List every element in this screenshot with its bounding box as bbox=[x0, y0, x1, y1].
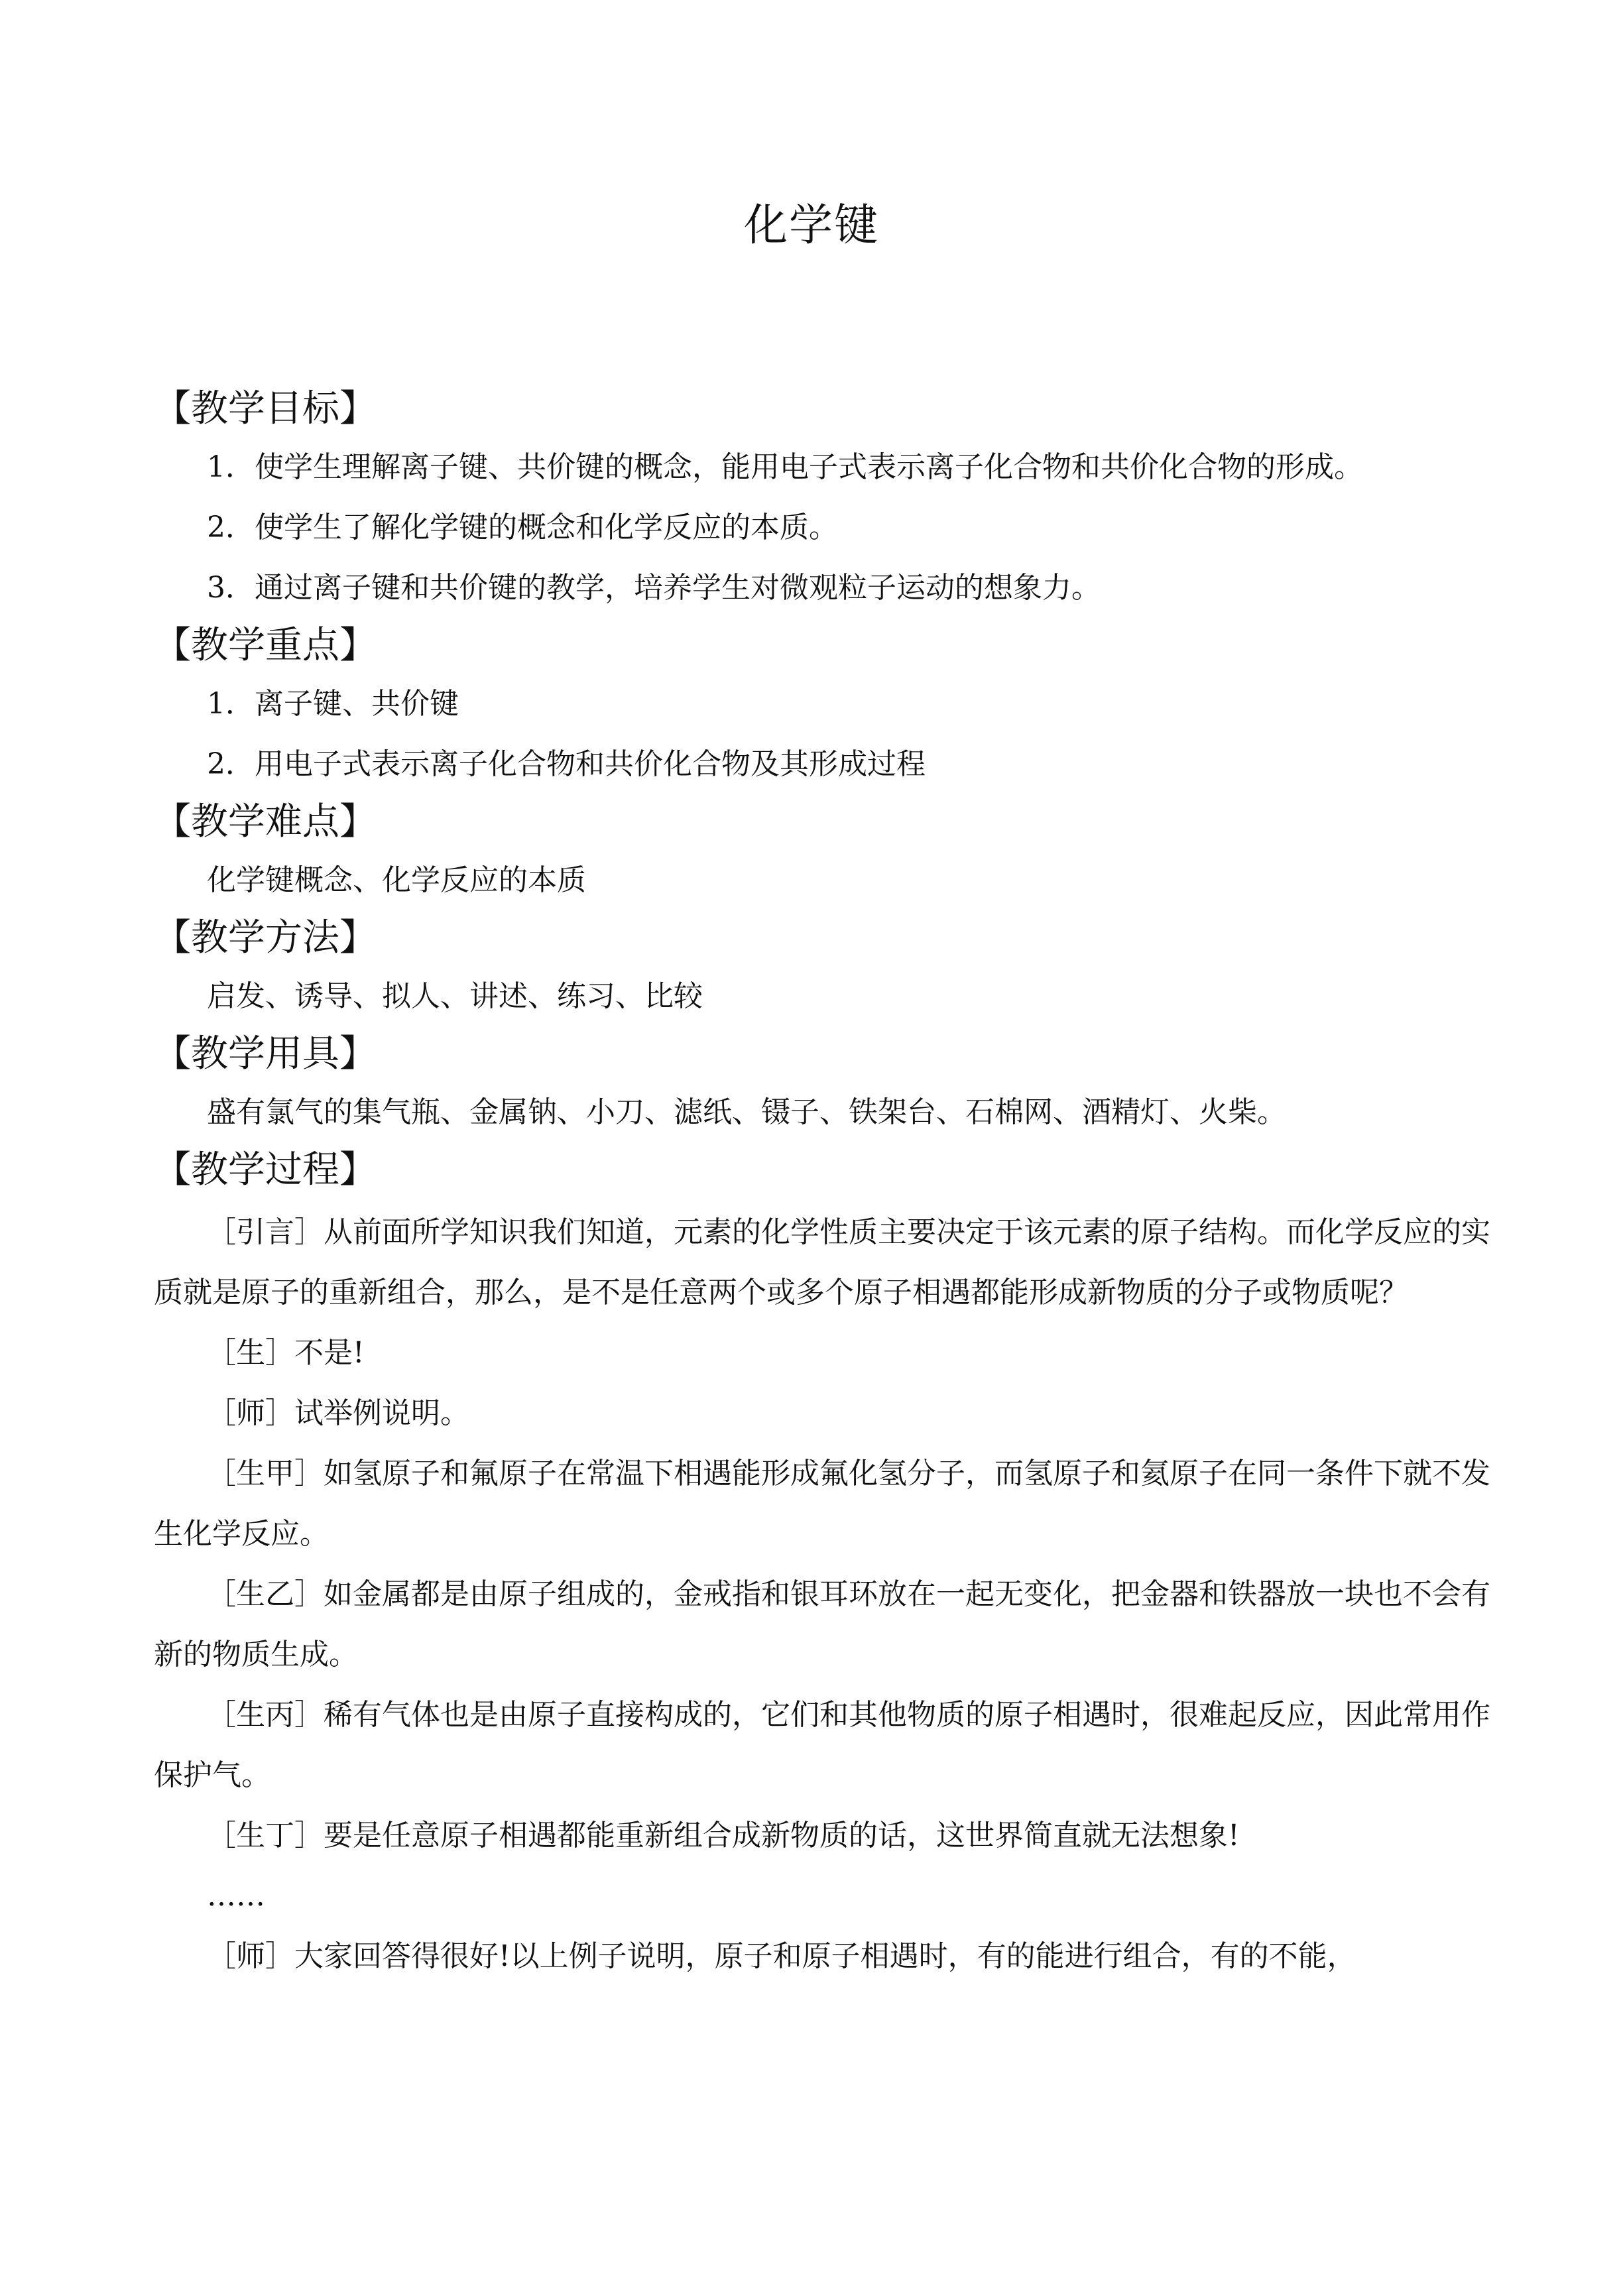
objectives-heading: 【教学目标】 bbox=[154, 387, 377, 430]
process-paragraph-student-b: ［生乙］如金属都是由原子组成的，金戒指和银耳环放在一起无变化，把金器和铁器放一块也不会有新的物质生成。 bbox=[154, 1577, 1490, 1671]
process-paragraph-teacher: ［师］试举例说明。 bbox=[207, 1396, 469, 1430]
tools-heading: 【教学用具】 bbox=[154, 1032, 377, 1075]
process-paragraph-student-c: ［生丙］稀有气体也是由原子直接构成的，它们和其他物质的原子相遇时，很难起反应，因此常用作保护气。 bbox=[154, 1698, 1490, 1792]
difficulties-heading: 【教学难点】 bbox=[154, 800, 377, 843]
page-title: 化学键 bbox=[744, 200, 879, 251]
process-heading: 【教学过程】 bbox=[154, 1148, 377, 1191]
difficulties-text: 化学键概念、化学反应的本质 bbox=[207, 863, 586, 897]
objective-item-2: 2．使学生了解化学键的概念和化学反应的本质。 bbox=[207, 511, 838, 544]
process-paragraph-student-d: ［生丁］要是任意原子相遇都能重新组合成新物质的话，这世界简直就无法想象! bbox=[207, 1819, 1240, 1852]
objective-item-1: 1．使学生理解离子键、共价键的概念，能用电子式表示离子化合物和共价化合物的形成。 bbox=[207, 450, 1363, 484]
process-paragraph-teacher-summary: ［师］大家回答得很好!以上例子说明，原子和原子相遇时，有的能进行组合，有的不能， bbox=[207, 1939, 1356, 1973]
key-point-item-2: 2．用电子式表示离子化合物和共价化合物及其形成过程 bbox=[207, 747, 926, 781]
objective-item-3: 3．通过离子键和共价键的教学，培养学生对微观粒子运动的想象力。 bbox=[207, 571, 1101, 605]
process-ellipsis: …… bbox=[207, 1879, 265, 1913]
process-paragraph-intro: ［引言］从前面所学知识我们知道，元素的化学性质主要决定于该元素的原子结构。而化学反应的实质就是原子的重新组合，那么，是不是任意两个或多个原子相遇都能形成新物质的分子或物质呢？ bbox=[154, 1215, 1490, 1309]
key-points-heading: 【教学重点】 bbox=[154, 624, 377, 667]
process-paragraph-student-a: ［生甲］如氢原子和氟原子在常温下相遇能形成氟化氢分子，而氢原子和氦原子在同一条件下就不发生化学反应。 bbox=[154, 1457, 1490, 1551]
key-point-item-1: 1．离子键、共价键 bbox=[207, 687, 459, 721]
document-body bbox=[154, 381, 1490, 1986]
methods-heading: 【教学方法】 bbox=[154, 916, 377, 959]
tools-text: 盛有氯气的集气瓶、金属钠、小刀、滤纸、镊子、铁架台、石棉网、酒精灯、火柴。 bbox=[207, 1095, 1286, 1129]
methods-text: 启发、诱导、拟人、讲述、练习、比较 bbox=[207, 979, 703, 1013]
process-paragraph-student: ［生］不是! bbox=[207, 1336, 365, 1370]
